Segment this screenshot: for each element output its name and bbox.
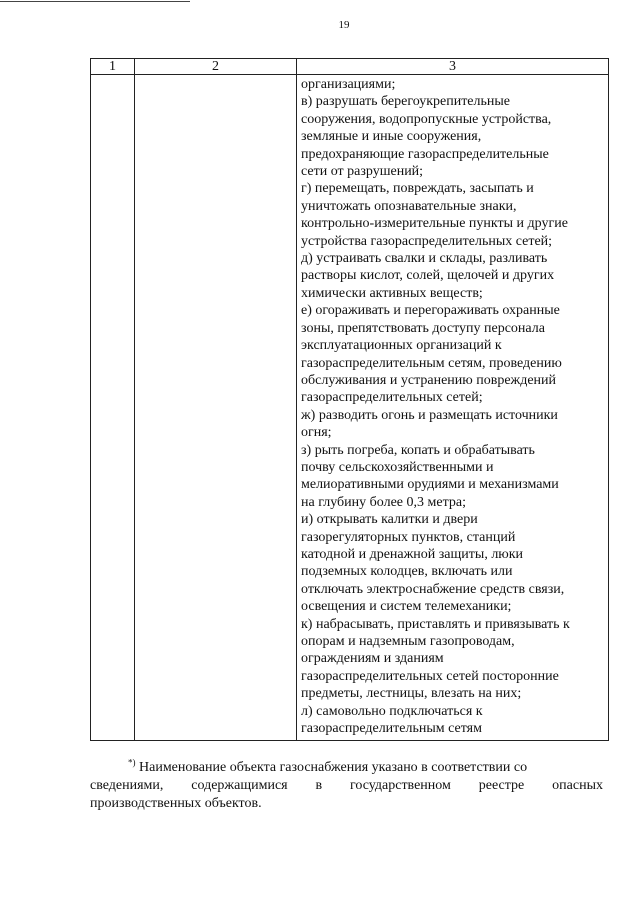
table-header-row [91,59,609,75]
table-text-line: е) огораживать и перегораживать охранные [301,303,560,319]
table-text-line: к) набрасывать, приставлять и привязывать к [301,616,570,632]
table-text-line: освещения и систем телемеханики; [301,599,512,615]
footnote-word: в [315,778,323,793]
table-text-line: отключать электроснабжение средств связи, [301,581,565,597]
footnote-word: содержащимися [191,778,288,793]
table-text-line: уничтожать опознавательные знаки, [301,198,517,214]
cell-col-1 [91,75,135,741]
table-text-line: почву сельскохозяйственными и [301,459,494,475]
footnote-line-3: производственных объектов. [90,796,262,811]
column-header-3: 3 [297,59,609,75]
top-rule [0,1,190,2]
table-text-line: химически активных веществ; [301,285,483,301]
table-text-line: сети от разрушений; [301,164,424,180]
table-text-line: газораспределительным сетям [301,721,482,737]
footnote-line-2 [90,777,603,795]
footnote-marker: *) [128,757,136,768]
table-row [91,75,609,741]
table-text-line: и) открывать калитки и двери [301,512,478,528]
table-text-line: л) самовольно подключаться к [301,703,483,719]
table-text-line: устройства газораспределительных сетей; [301,233,553,249]
table-text-line: з) рыть погреба, копать и обрабатывать [301,442,535,458]
table-text-line: эксплуатационных организаций к [301,338,502,354]
footnote-word: реестре [478,778,525,793]
footnote [90,759,603,813]
table-text-line: земляные и иные сооружения, [301,129,482,145]
page-number: 19 [338,19,350,31]
table-text-line: катодной и дренажной защиты, люки [301,546,524,562]
table-text-line: ж) разводить огонь и размещать источники [301,407,558,423]
footnote-line-1 [90,759,603,777]
table-text-line: газорегуляторных пунктов, станций [301,529,516,545]
content-table [90,58,609,741]
table-text-line: мелиоративными орудиями и механизмами [301,477,559,493]
cell-col-2 [135,75,297,741]
table-text-line: газораспределительным сетям, проведению [301,355,562,371]
table-text-line: газораспределительных сетей; [301,390,483,406]
table-text-line: г) перемещать, повреждать, засыпать и [301,181,534,197]
table-text-line: организациями; [301,77,396,92]
table-text-line: ограждениям и зданиям [301,651,444,667]
table-text-line: обслуживания и устранению повреждений [301,372,557,388]
table-text-line: опорам и надземным газопроводам, [301,634,515,649]
footnote-text-1: Наименование объекта газоснабжения указано в соответствии со [139,760,528,775]
cell-col-3 [297,75,609,741]
table-text-line: растворы кислот, солей, щелочей и других [301,268,555,284]
table-text-line: предохраняющие газораспределительные [301,146,549,162]
table-text-line: на глубину более 0,3 метра; [301,494,466,510]
table-text-line: зоны, препятствовать доступу персонала [301,320,545,336]
table-text-line: контрольно-измерительные пункты и другие [301,216,568,232]
table-text-line: газораспределительных сетей посторонние [301,668,559,684]
table-text-line: огня; [301,425,332,441]
footnote-word: опасных [552,778,603,793]
table-text-line: сооружения, водопропускные устройства, [301,111,552,127]
footnote-word: государственном [350,778,451,793]
table-text-line: подземных колодцев, включать или [301,564,513,580]
column-header-1: 1 [91,59,135,75]
table-text-line: д) устраивать свалки и склады, разливать [301,251,548,267]
footnote-word: сведениями, [90,778,164,793]
column-header-2: 2 [135,59,297,75]
table-text-line: предметы, лестницы, влезать на них; [301,686,522,702]
table-text-line: в) разрушать берегоукрепительные [301,94,511,110]
